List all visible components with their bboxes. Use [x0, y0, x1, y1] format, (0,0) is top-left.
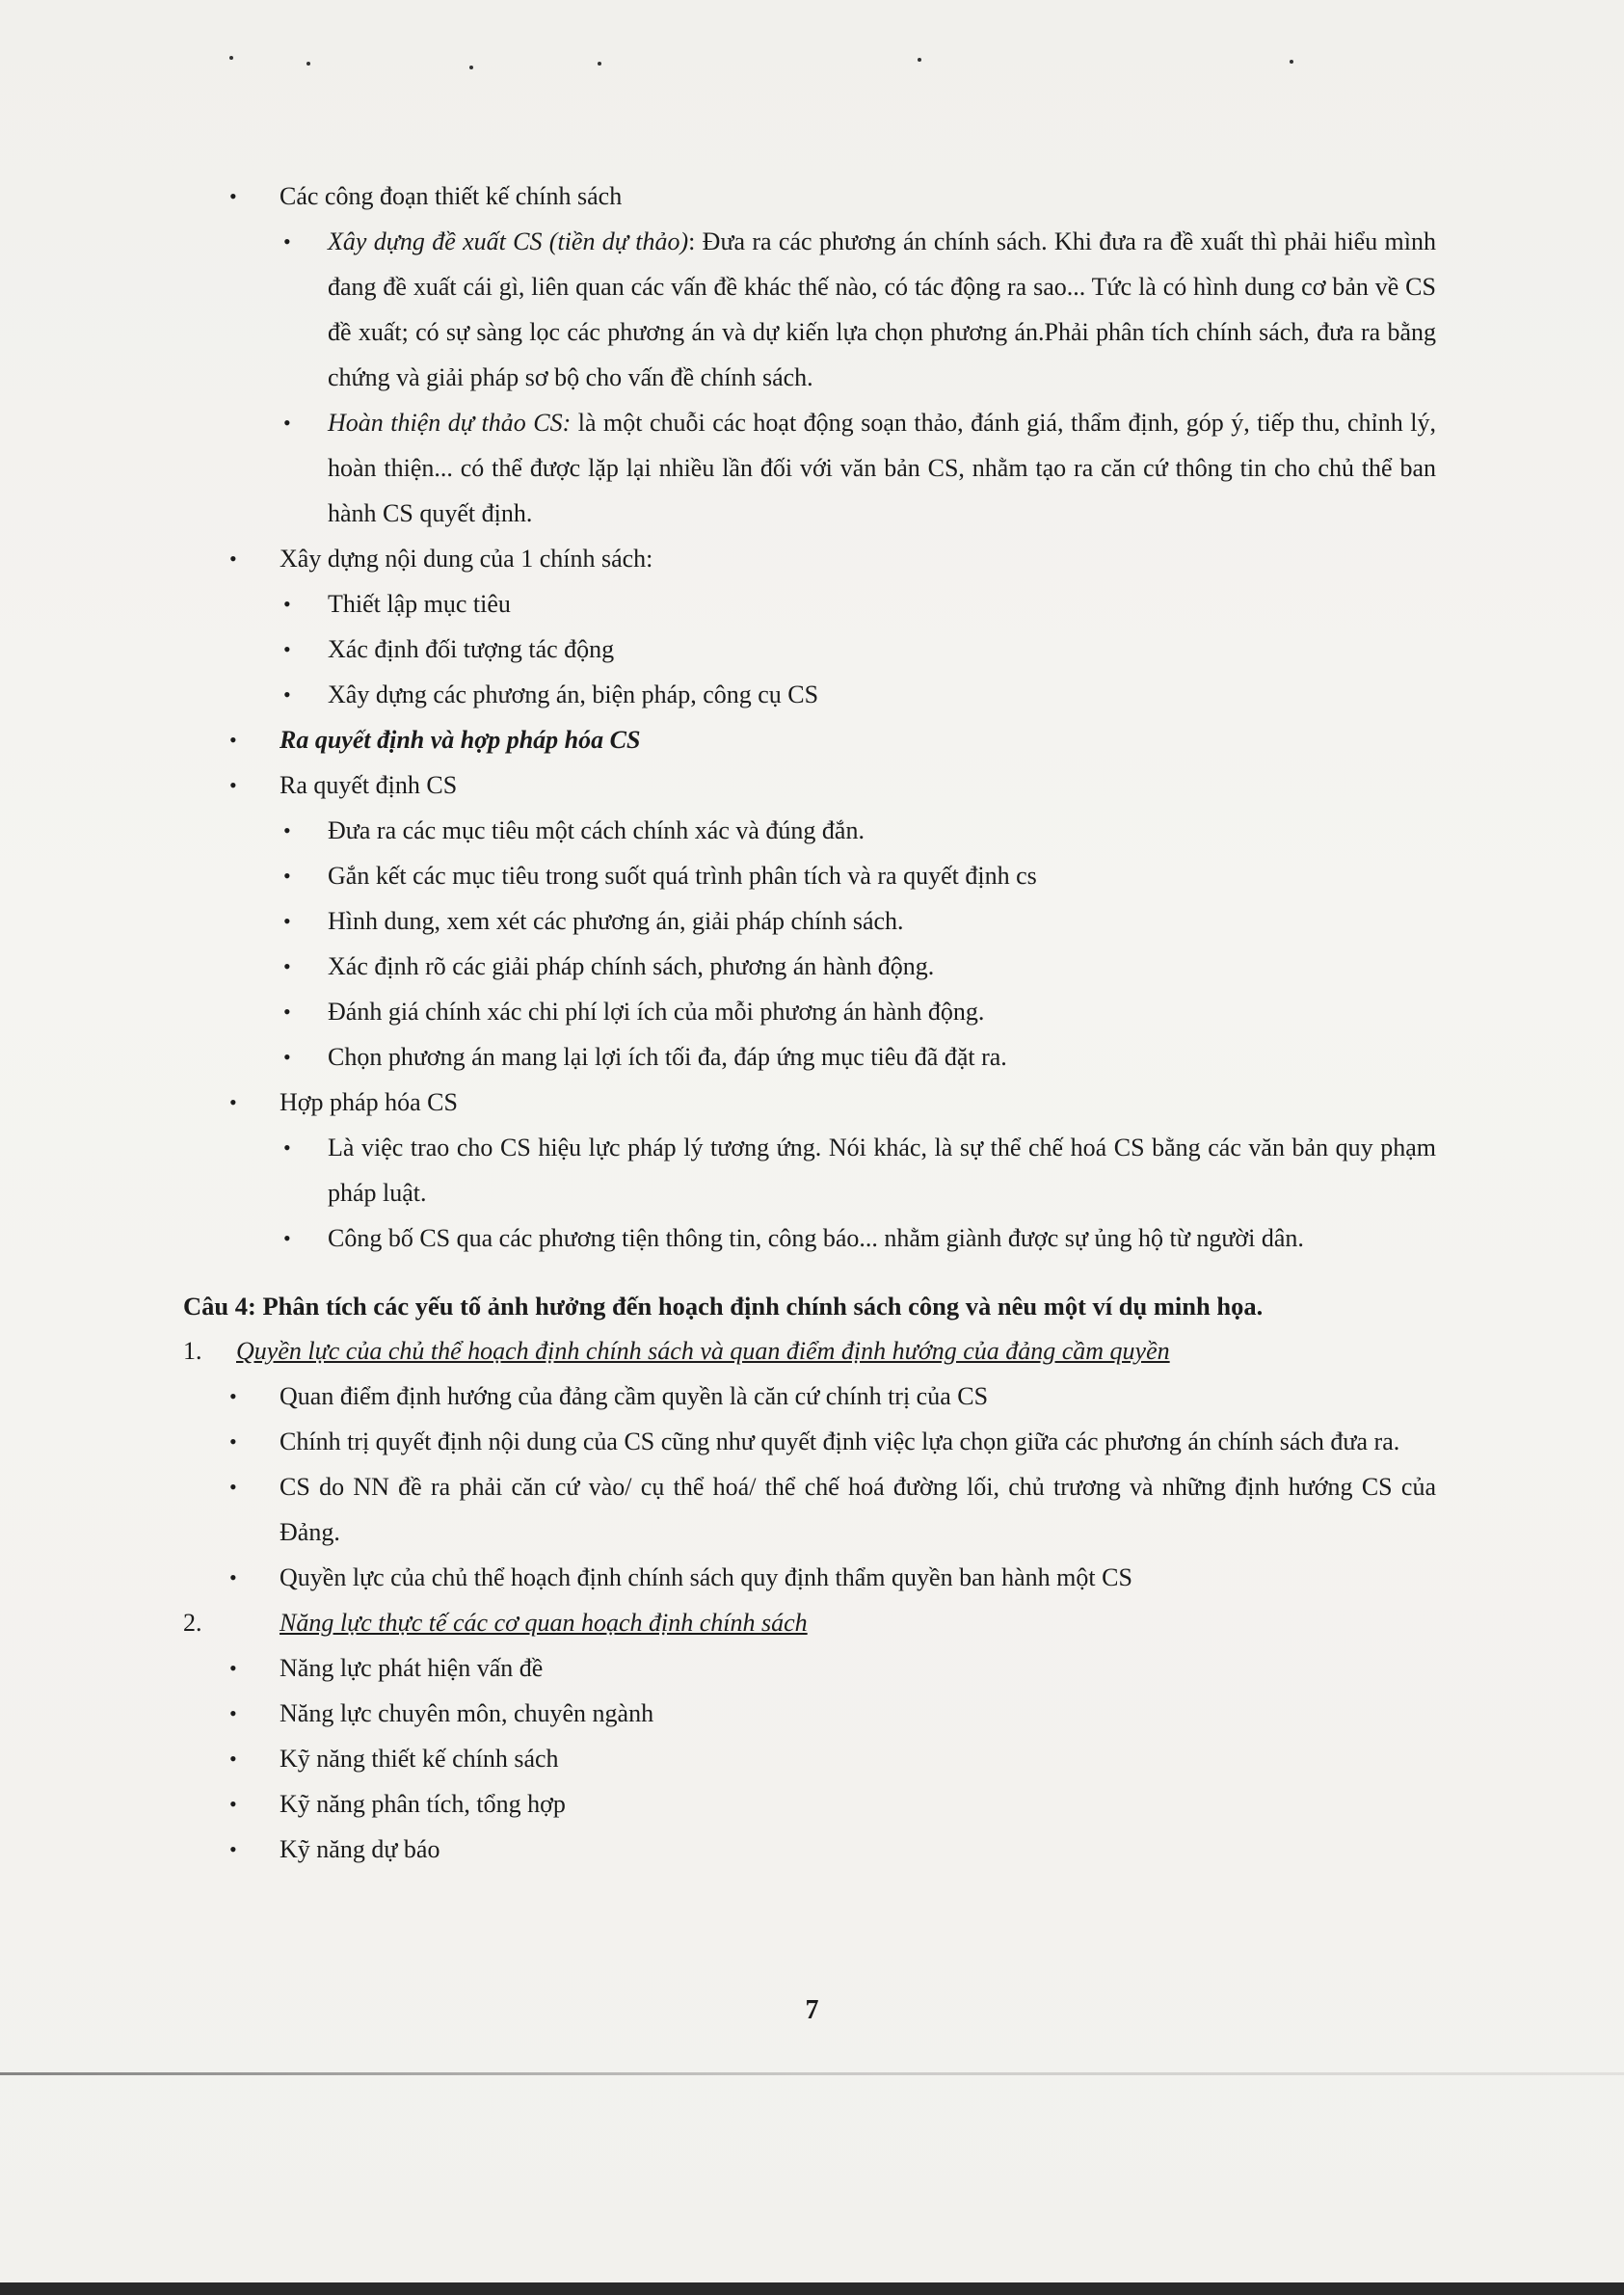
list-item-text: Kỹ năng phân tích, tổng hợp [280, 1790, 566, 1818]
bullet-icon: • [283, 1226, 291, 1250]
list-item-text: Đánh giá chính xác chi phí lợi ích của mỗi phương án hành động. [328, 998, 985, 1026]
list-item-text: Thiết lập mục tiêu [328, 590, 511, 618]
bullet-icon: • [229, 728, 237, 752]
bullet-icon: • [229, 1429, 237, 1454]
list-item-text: là một chuỗi các hoạt động soạn thảo, đánh giá, thẩm định, góp ý, tiếp thu, chỉnh lý, hoàn thiện... có thể được lặp lại nhiều lần đối với văn bản CS, nhằm tạo ra căn cứ thông tin cho chủ thể ban hành CS quyết định. [328, 409, 1436, 527]
section-number: 1. [183, 1337, 202, 1365]
bullet-icon: • [229, 1701, 237, 1725]
list-item [183, 672, 1436, 717]
list-item [183, 400, 1436, 536]
bullet-icon: • [283, 1000, 291, 1024]
list-item-text: Gắn kết các mục tiêu trong suốt quá trình phân tích và ra quyết định cs [328, 862, 1037, 890]
list-item-text: Công bố CS qua các phương tiện thông tin, công báo... nhằm giành được sự ủng hộ từ người dân. [328, 1224, 1304, 1252]
section-list-item [183, 1736, 1436, 1781]
bullet-icon: • [229, 1837, 237, 1861]
list-item-text: Đưa ra các mục tiêu một cách chính xác và đúng đắn. [328, 816, 865, 844]
bullet-icon: • [229, 1747, 237, 1771]
section-list-item [183, 1781, 1436, 1827]
list-item-text: Hình dung, xem xét các phương án, giải pháp chính sách. [328, 907, 904, 935]
bullet-icon: • [229, 1656, 237, 1680]
list-item-text: Xây dựng nội dung của 1 chính sách: [280, 545, 653, 573]
list-item [183, 1034, 1436, 1080]
bullet-icon: • [283, 818, 291, 842]
section-title: Năng lực thực tế các cơ quan hoạch định chính sách [280, 1609, 808, 1637]
list-item-text: Xác định đối tượng tác động [328, 635, 615, 663]
bullet-icon: • [283, 682, 291, 707]
bullet-icon: • [283, 954, 291, 978]
list-item [183, 1215, 1436, 1261]
question-heading: Câu 4: Phân tích các yếu tố ảnh hưởng đến hoạch định chính sách công và nêu một ví dụ minh họa. [183, 1292, 1264, 1321]
list-item [183, 944, 1436, 989]
list-item [183, 808, 1436, 853]
list-item-text: Hợp pháp hóa CS [280, 1088, 458, 1116]
bullet-icon: • [283, 411, 291, 435]
section-list-item [183, 1374, 1436, 1419]
section-list-item [183, 1827, 1436, 1872]
list-item [183, 762, 1436, 808]
list-item-text: Chọn phương án mang lại lợi ích tối đa, đáp ứng mục tiêu đã đặt ra. [328, 1043, 1007, 1071]
list-item-text: CS do NN đề ra phải căn cứ vào/ cụ thể hoá/ thể chế hoá đường lối, chủ trương và những định hướng CS của Đảng. [280, 1473, 1436, 1546]
list-item [183, 536, 1436, 581]
page-number: 7 [805, 1995, 819, 2025]
list-item-text: Kỹ năng dự báo [280, 1835, 440, 1863]
scan-bottom-strip [0, 2282, 1624, 2295]
bullet-icon: • [229, 184, 237, 208]
list-item-text: Là việc trao cho CS hiệu lực pháp lý tương ứng. Nói khác, là sự thể chế hoá CS bằng các văn bản quy phạm pháp luật. [328, 1134, 1436, 1207]
section-list-item [183, 1691, 1436, 1736]
list-item-text: : Đưa ra các phương án chính sách. Khi đưa ra đề xuất thì phải hiểu mình đang đề xuất cái gì, liên quan các vấn đề khác thế nào, có tác động ra sao... Tức là có hình dung cơ bản về CS đề xuất; có sự sàng lọc các phương án và dự kiến lựa chọn phương án.Phải phân tích chính sách, đưa ra bằng chứng và giải pháp sơ bộ cho vấn đề chính sách. [328, 227, 1436, 391]
list-item-lead: Xây dựng đề xuất CS (tiền dự thảo) [328, 227, 689, 255]
section-list-item [183, 1645, 1436, 1691]
list-item-text: Năng lực chuyên môn, chuyên ngành [280, 1699, 654, 1727]
section-title: Quyền lực của chủ thể hoạch định chính sách và quan điểm định hướng của đảng cầm quyền [236, 1337, 1170, 1365]
bullet-icon: • [229, 1384, 237, 1408]
list-item [183, 898, 1436, 944]
bullet-icon: • [283, 909, 291, 933]
scan-edge-line [0, 2072, 1624, 2075]
bullet-icon: • [229, 547, 237, 571]
list-item-lead: Ra quyết định và hợp pháp hóa CS [280, 726, 641, 754]
list-item [183, 581, 1436, 627]
section-heading [183, 1600, 1436, 1645]
list-item-text: Xác định rõ các giải pháp chính sách, phương án hành động. [328, 952, 935, 980]
section-list-item [183, 1464, 1436, 1555]
list-item [183, 853, 1436, 898]
list-item-text: Các công đoạn thiết kế chính sách [280, 182, 623, 210]
section-heading [183, 1328, 1436, 1374]
bullet-icon: • [283, 592, 291, 616]
bullet-icon: • [283, 864, 291, 888]
list-item-text: Kỹ năng thiết kế chính sách [280, 1745, 559, 1773]
bullet-icon: • [283, 637, 291, 661]
list-item [183, 627, 1436, 672]
section-number: 2. [183, 1609, 202, 1637]
list-item [183, 1125, 1436, 1215]
document-body [183, 173, 1436, 1872]
bullet-icon: • [283, 1045, 291, 1069]
list-item-text: Ra quyết định CS [280, 771, 458, 799]
list-item [183, 1080, 1436, 1125]
bullet-icon: • [229, 1090, 237, 1114]
section-list-item [183, 1555, 1436, 1600]
list-item-text: Xây dựng các phương án, biện pháp, công cụ CS [328, 680, 819, 708]
bullet-icon: • [229, 1792, 237, 1816]
list-item [183, 717, 1436, 762]
bullet-icon: • [283, 229, 291, 254]
bullet-icon: • [229, 1475, 237, 1499]
list-item [183, 219, 1436, 400]
list-item-text: Quan điểm định hướng của đảng cầm quyền là căn cứ chính trị của CS [280, 1382, 989, 1410]
list-item-text: Năng lực phát hiện vấn đề [280, 1654, 544, 1682]
list-item [183, 989, 1436, 1034]
section-list-item [183, 1419, 1436, 1464]
bullet-icon: • [229, 773, 237, 797]
list-item-text: Quyền lực của chủ thể hoạch định chính sách quy định thẩm quyền ban hành một CS [280, 1563, 1132, 1591]
list-item-text: Chính trị quyết định nội dung của CS cũng như quyết định việc lựa chọn giữa các phương án chính sách đưa ra. [280, 1428, 1400, 1455]
bullet-icon: • [283, 1135, 291, 1160]
list-item [183, 173, 1436, 219]
bullet-icon: • [229, 1565, 237, 1589]
list-item-lead: Hoàn thiện dự thảo CS: [328, 409, 572, 437]
